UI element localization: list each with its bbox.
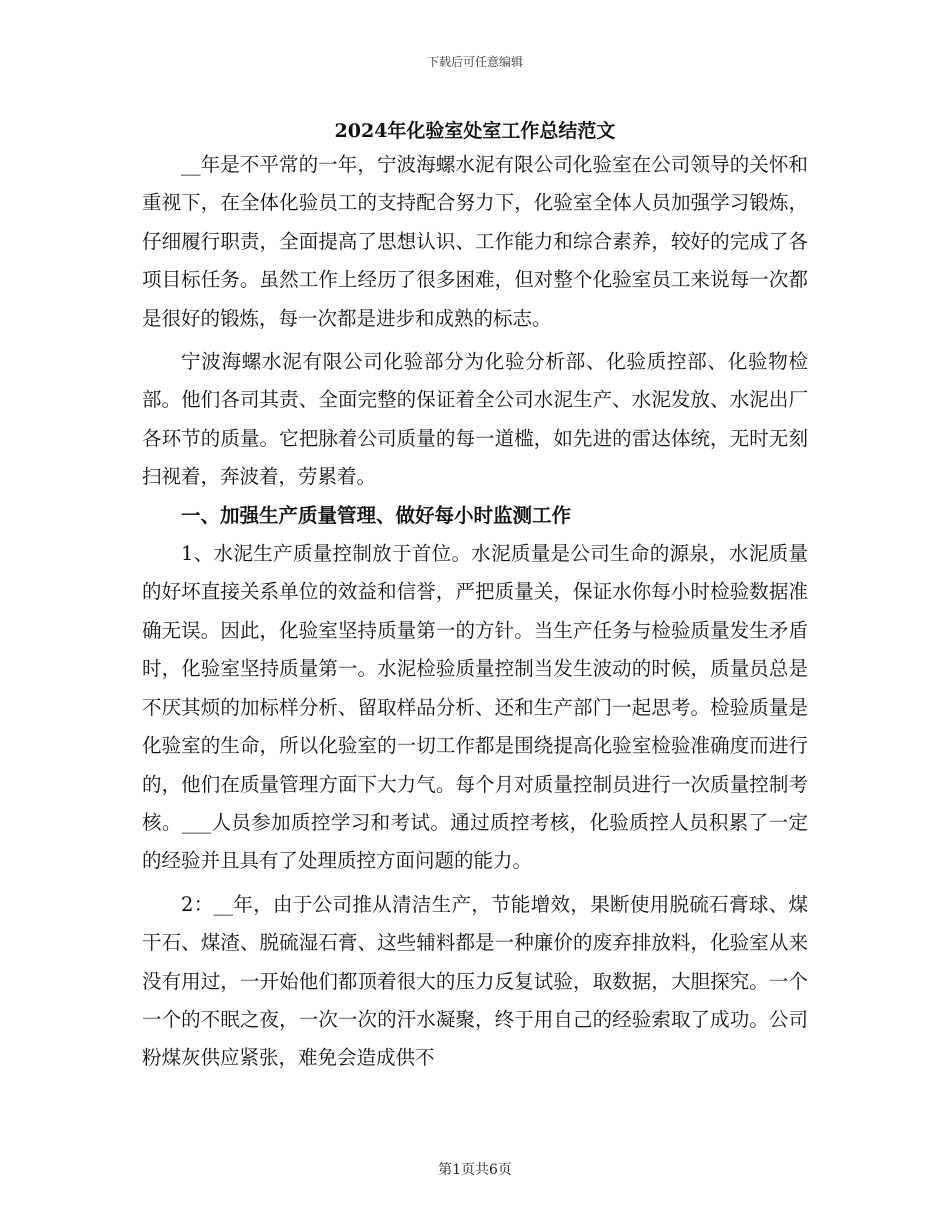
paragraph: 1、水泥生产质量控制放于首位。水泥质量是公司生命的源泉，水泥质量的好坏直接关系单位的效益和信誉，严把质量关，保证水你每小时检验数据准确无误。因此，化验室坚持质量第一的方针。当生产任务与检验质量发生矛盾时，化验室坚持质量第一。水泥检验质量控制当发生波动的时候，质量员总是不厌其烦的加标样分析、留取样品分析、还和生产部门一起思考。检验质量是化验室的生命，所以化验室的一切工作都是围绕提高化验室检验准确度而进行的，他们在质量管理方面下大力气。每个月对质量控制员进行一次质量控制考核。___人员参加质控学习和考试。通过质控考核，化验质控人员积累了一定的经验并且具有了处理质控方面问题的能力。 <box>142 542 808 873</box>
page-header: 下载后可任意编辑 <box>426 55 523 69</box>
paragraph: 2：__年，由于公司推从清洁生产，节能增效，果断使用脱硫石膏球、煤干石、煤渣、脱硫湿石膏、这些辅料都是一种廉价的废弃排放料，化验室从来没有用过，一开始他们都顶着很大的压力反复试验，取数据，大胆探究。一个一个的不眠之夜，一次一次的汗水凝聚，终于用自己的经验索取了成功。公司粉煤灰供应紧张，难免会造成供不 <box>142 892 808 1070</box>
document-body <box>142 146 808 1078</box>
document-title: 2024年化验室处室工作总结范文 <box>334 120 616 142</box>
page-number: 第1页共6页 <box>438 1162 512 1178</box>
paragraph: 宁波海螺水泥有限公司化验部分为化验分析部、化验质控部、化验物检部。他们各司其责、全面完整的保证着全公司水泥生产、水泥发放、水泥出厂各环节的质量。它把脉着公司质量的每一道槛，如先进的雷达体统，无时无刻扫视着，奔波着，劳累着。 <box>142 350 808 489</box>
section-heading: 一、加强生产质量管理、做好每小时监测工作 <box>181 503 572 527</box>
paragraph: __年是不平常的一年，宁波海螺水泥有限公司化验室在公司领导的关怀和重视下，在全体化验员工的支持配合努力下，化验室全体人员加强学习锻炼，仔细履行职责，全面提高了思想认识、工作能力和综合素养，较好的完成了各项目标任务。虽然工作上经历了很多困难，但对整个化验室员工来说每一次都是很好的锻炼，每一次都是进步和成熟的标志。 <box>142 153 808 330</box>
